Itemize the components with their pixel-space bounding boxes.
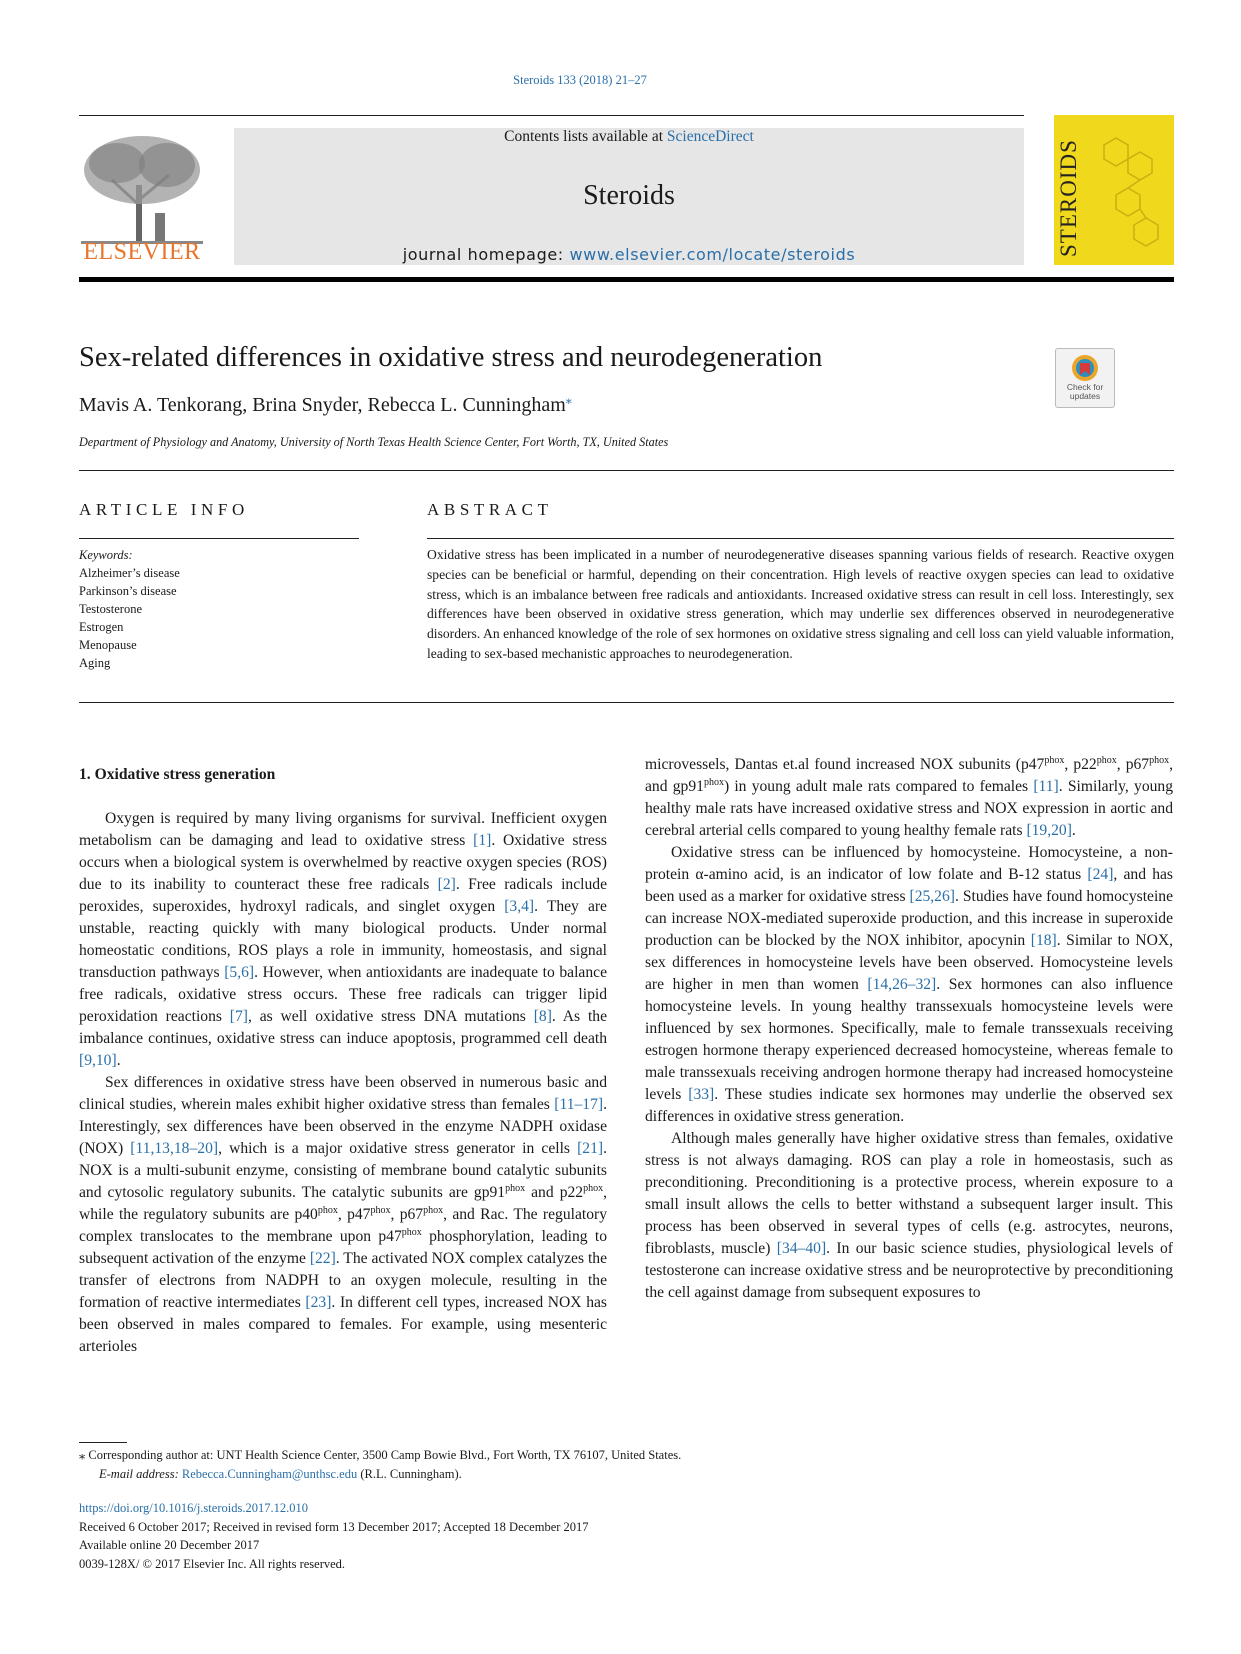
- homepage-prefix: journal homepage:: [402, 245, 570, 264]
- check-updates-label: Check for updates: [1066, 382, 1104, 401]
- citation-link[interactable]: [8]: [533, 1008, 552, 1025]
- body-column-right: [645, 754, 1173, 1304]
- article-info-heading: ARTICLE INFO: [79, 500, 249, 519]
- citation-link[interactable]: [24]: [1087, 866, 1114, 883]
- body-paragraph: Sex differences in oxidative stress have been observed in numerous basic and clinical studies, wherein males exhibit higher oxidative stress than females [11–17]. Interestingly, sex differences have been observed in the enzyme NADPH oxidase (NOX) [11,13,18–20], which is a major oxidative stress generator in cells [21]. NOX is a multi-subunit enzyme, consisting of membrane bound catalytic subunits and cytosolic regulatory subunits. The catalytic subunits are $gp91^{phox}$ and $p22^{phox}$, while the regulatory subunits are $p40^{phox}$, $p47^{phox}$, $p67^{phox}$, and Rac. The regulatory complex translocates to the membrane upon $p47^{phox}$ phosphorylation, leading to subsequent activation of the enzyme [22]. The activated NOX complex catalyzes the transfer of electrons from NADPH to an oxygen molecule, resulting in the formation of reactive intermediates [23]. In different cell types, increased NOX has been observed in males compared to females. For example, using mesenteric arterioles: [79, 1074, 608, 1355]
- section-heading: 1. Oxidative stress generation: [79, 766, 276, 783]
- citation-link[interactable]: [33]: [688, 1086, 715, 1103]
- check-updates-icon: [1056, 351, 1114, 385]
- citation-link[interactable]: [3,4]: [504, 898, 535, 915]
- doi-link[interactable]: https://doi.org/10.1016/j.steroids.2017.12.010: [79, 1501, 308, 1515]
- header-top-rule: [79, 115, 1024, 116]
- corresponding-author-footnote: [79, 1446, 681, 1484]
- cover-title: STEROIDS: [1056, 139, 1081, 257]
- citation-link[interactable]: [19,20]: [1026, 822, 1072, 839]
- abstract-heading: ABSTRACT: [427, 500, 553, 519]
- keyword-item: Testosterone: [79, 602, 142, 616]
- author-list: [79, 394, 572, 417]
- body-paragraph: Oxidative stress can be influenced by homocysteine. Homocysteine, a non-protein α-amino acid, is an indicator of low folate and B-12 status [24], and has been used as a marker for oxidative stress [25,26]. Studies have found homocysteine can increase NOX-mediated superoxide production, and this increase in superoxide production can be blocked by the NOX inhibitor, apocynin [18]. Similar to NOX, sex differences in homocysteine levels have been observed. Homocysteine levels are higher in men than women [14,26–32]. Sex hormones can also influence homocysteine levels. In young healthy transsexuals homocysteine levels were influenced by sex hormones. Specifically, male to female transsexuals receiving estrogen hormone therapy experienced decreased homocysteine, whereas female to male transsexuals receiving androgen hormone therapy had increased homocysteine levels [33]. These studies indicate sex hormones may underlie the observed sex differences in oxidative stress generation.: [645, 844, 1174, 1125]
- sciencedirect-link[interactable]: ScienceDirect: [666, 128, 754, 145]
- citation-link[interactable]: [22]: [309, 1250, 336, 1267]
- contents-prefix: Contents lists available at: [504, 128, 667, 145]
- abstract-text: Oxidative stress has been implicated in a number of neurodegenerative diseases spanning various fields of research. Reactive oxygen species can be beneficial or harmful, depending on their concentration. High levels of reactive oxygen species can lead to oxidative stress, which is an imbalance between free radicals and antioxidants. Increased oxidative stress can result in cell loss. Interestingly, sex differences have been observed in oxidative stress generation, which may underlie sex differences observed in neurodegenerative disorders. An enhanced knowledge of the role of sex hormones on oxidative stress signaling and cell loss can yield valuable information, leading to sex-based mechanistic approaches to neurodegeneration.: [427, 547, 1174, 661]
- header-bottom-rule: [79, 277, 1174, 282]
- footnote-rule: [79, 1442, 127, 1443]
- keyword-item: Parkinson’s disease: [79, 584, 177, 598]
- corresponding-address: ⁎ Corresponding author at: UNT Health Science Center, 3500 Camp Bowie Blvd., Fort Worth, TX 76107, United States.: [79, 1448, 682, 1462]
- citation-link[interactable]: [2]: [437, 876, 456, 893]
- body-paragraph: Oxygen is required by many living organisms for survival. Inefficient oxygen metabolism can be damaging and lead to oxidative stress [1]. Oxidative stress occurs when a biological system is overwhelmed by reactive oxygen species (ROS) due to its inability to counteract these free radicals [2]. Free radicals include peroxides, superoxides, hydroxyl radicals, and singlet oxygen [3,4]. They are unstable, reacting quickly with many biological products. Under normal homeostatic conditions, ROS plays a role in immunity, homeostasis, and signal transduction pathways [5,6]. However, when antioxidants are inadequate to balance free radicals, oxidative stress occurs. These free radicals can trigger lipid peroxidation reactions [7], as well oxidative stress DNA mutations [8]. As the imbalance continues, oxidative stress can induce apoptosis, programmed cell death [9,10].: [79, 810, 607, 1069]
- journal-cover: [1054, 115, 1174, 265]
- email-link[interactable]: Rebecca.Cunningham@unthsc.edu: [181, 1467, 358, 1481]
- homepage-link[interactable]: www.elsevier.com/locate/steroids: [569, 245, 856, 264]
- abstract-rule: [427, 538, 1174, 539]
- keywords-label: Keywords:: [79, 548, 133, 562]
- citation-link[interactable]: [11,13,18–20]: [130, 1140, 219, 1157]
- citation-link[interactable]: [18]: [1030, 932, 1057, 949]
- keyword-item: Aging: [79, 656, 111, 670]
- contents-line: [234, 128, 1024, 146]
- affiliation: Department of Physiology and Anatomy, University of North Texas Health Science Center, Fort Worth, TX, United States: [79, 435, 669, 449]
- body-paragraph: microvessels, Dantas et.al found increased NOX subunits ($p47^{phox}$, $p22^{phox}$, $p67^{phox}$, and $gp91^{phox}$) in young adult male rats compared to females [11]. Similarly, young healthy male rats have increased oxidative stress and NOX expression in aortic and cerebral arterial cells compared to young healthy female rats [19,20].: [645, 754, 1174, 839]
- citation-link[interactable]: [23]: [305, 1294, 332, 1311]
- publication-info: [79, 1499, 589, 1573]
- received-dates: Received 6 October 2017; Received in revised form 13 December 2017; Accepted 18 December 2017: [79, 1519, 589, 1534]
- keywords-list: [79, 546, 180, 672]
- citation-link[interactable]: [5,6]: [224, 964, 255, 981]
- article-info-rule: [79, 538, 359, 539]
- citation-link[interactable]: [21]: [577, 1140, 604, 1157]
- copyright: 0039-128X/ © 2017 Elsevier Inc. All rights reserved.: [79, 1556, 346, 1571]
- check-for-updates-button[interactable]: [1055, 348, 1115, 408]
- citation-link[interactable]: [34–40]: [776, 1240, 827, 1257]
- corresponding-author-mark[interactable]: ⁎: [565, 392, 572, 407]
- elsevier-logo: [77, 125, 207, 265]
- title-block-rule: [79, 470, 1174, 471]
- citation-link[interactable]: [14,26–32]: [867, 976, 937, 993]
- email-label: E-mail address:: [99, 1467, 182, 1481]
- email-line: [79, 1465, 681, 1484]
- body-column-left: [79, 764, 607, 1358]
- citation-link[interactable]: [7]: [229, 1008, 248, 1025]
- journal-title: Steroids: [583, 180, 675, 211]
- author-names: Mavis A. Tenkorang, Brina Snyder, Rebecca L. Cunningham: [79, 394, 566, 416]
- citation-link[interactable]: [1]: [473, 832, 492, 849]
- citation-link[interactable]: [11]: [1033, 778, 1059, 795]
- body-paragraph: Although males generally have higher oxidative stress than females, oxidative stress is not always damaging. ROS can play a role in homeostasis, such as preconditioning. Preconditioning is a protective process, wherein exposure to a small insult allows the cells to better withstand a subsequent larger insult. This process has been observed in several types of cells (e.g. astrocytes, neurons, fibroblasts, muscle) [34–40]. In our basic science studies, physiological levels of testosterone can increase oxidative stress and be neuroprotective by preconditioning the cell against damage from subsequent exposures to: [645, 1130, 1174, 1301]
- homepage-line: [234, 245, 1024, 264]
- journal-citation[interactable]: Steroids 133 (2018) 21–27: [513, 73, 647, 87]
- citation-link[interactable]: [25,26]: [909, 888, 955, 905]
- email-suffix: (R.L. Cunningham).: [357, 1467, 462, 1481]
- abstract-bottom-rule: [79, 702, 1174, 703]
- citation-link[interactable]: [11–17]: [554, 1096, 604, 1113]
- article-title: Sex-related differences in oxidative stress and neurodegeneration: [79, 342, 823, 373]
- online-date: Available online 20 December 2017: [79, 1538, 260, 1552]
- elsevier-wordmark: ELSEVIER: [83, 239, 201, 265]
- keyword-item: Alzheimer’s disease: [79, 566, 180, 580]
- keyword-item: Menopause: [79, 638, 137, 652]
- keyword-item: Estrogen: [79, 620, 124, 634]
- citation-link[interactable]: [9,10]: [79, 1052, 117, 1069]
